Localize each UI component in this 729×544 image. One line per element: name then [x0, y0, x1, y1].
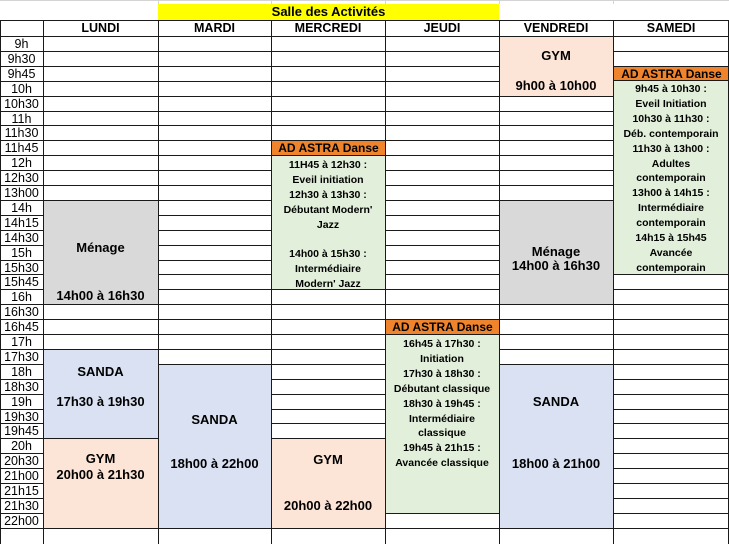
block-text-line: GYM [313, 452, 343, 467]
col-line-4 [385, 20, 386, 544]
day-header-vendredi: VENDREDI [523, 21, 589, 35]
time-label: 9h30 [7, 52, 36, 66]
day-header-mardi: MARDI [194, 21, 235, 35]
time-label: 19h30 [4, 410, 39, 424]
time-label: 15h45 [4, 275, 39, 289]
time-label: 19h [11, 395, 32, 409]
block-text-line: 11H45 à 12h30 : [288, 159, 368, 171]
activity-block-vendredi-sanda [500, 365, 613, 528]
time-label: 22h00 [4, 514, 39, 528]
time-label: 14h15 [4, 216, 39, 230]
time-label: 10h30 [4, 97, 39, 111]
col-line-5 [499, 20, 500, 544]
block-text-line: SANDA [191, 412, 238, 427]
block-text-line: Modern' Jazz [295, 278, 361, 290]
time-label: 11h [11, 112, 32, 126]
time-label: 19h45 [4, 424, 39, 438]
block-text-line: Ménage [531, 244, 581, 259]
time-label: 14h [11, 201, 32, 215]
time-label: 11h30 [4, 126, 39, 140]
block-text-line: 14h00 à 16h30 [511, 258, 601, 273]
block-text-line: 13h00 à 14h15 : [632, 187, 710, 199]
block-text-line: 14h00 à 16h30 [56, 288, 145, 303]
time-label: 21h15 [4, 484, 39, 498]
block-text-line: 20h00 à 22h00 [283, 498, 373, 513]
block-text-line: Ménage [76, 240, 125, 255]
danse-header: AD ASTRA Danse [613, 66, 729, 81]
row-line [0, 304, 729, 305]
row-line [0, 528, 729, 529]
time-label: 9h45 [7, 67, 36, 81]
time-label: 10h [11, 82, 32, 96]
day-header-mercredi: MERCREDI [294, 21, 362, 35]
block-text-line: Adultes [651, 158, 691, 170]
block-text-line: SANDA [77, 364, 124, 379]
block-text-line: SANDA [532, 394, 580, 409]
day-header-jeudi: JEUDI [423, 21, 461, 35]
col-line-2 [158, 20, 159, 544]
day-header-samedi: SAMEDI [646, 21, 696, 35]
block-text-line: 20h00 à 21h30 [56, 467, 145, 482]
block-text-line: 18h30 à 19h45 : [403, 398, 481, 410]
col-line-3 [271, 20, 272, 544]
row-line [0, 334, 729, 335]
grid-top-line-0 [0, 0, 729, 1]
grid-top-vline-4 [613, 0, 614, 4]
time-label: 15h30 [4, 261, 39, 275]
time-label: 21h00 [4, 469, 39, 483]
block-text-line: GYM [541, 48, 571, 63]
block-text-line: Intermédiaire [409, 413, 475, 425]
block-text-line: Débutant Modern' [283, 204, 373, 216]
time-label: 12h30 [4, 171, 39, 185]
block-text-line: Intermédiaire [295, 263, 361, 275]
col-line-1 [43, 20, 44, 544]
grid-top-vline-3 [499, 0, 500, 4]
block-text-line: Eveil Initiation [635, 98, 707, 110]
block-text-line: GYM [85, 451, 116, 466]
block-text-line: 10h30 à 11h30 : [632, 113, 710, 125]
block-text-line: Eveil initiation [292, 174, 364, 186]
block-text-line: 9h00 à 10h00 [515, 78, 597, 93]
block-text-line: Débutant classique [393, 383, 491, 395]
block-text-line: 11h30 à 13h00 : [632, 143, 710, 155]
time-label: 11h45 [4, 141, 39, 155]
block-text-line: Avancée classique [395, 457, 489, 469]
activity-block-mardi-sanda [159, 365, 271, 528]
row-line [0, 36, 729, 37]
row-line [0, 319, 729, 320]
time-label: 12h [11, 156, 32, 170]
row-line [0, 51, 729, 52]
time-label: 18h30 [4, 380, 39, 394]
time-label: 18h [11, 365, 32, 379]
block-text-line: 14h00 à 15h30 : [289, 248, 367, 260]
time-label: 16h45 [4, 320, 39, 334]
time-label: 15h [11, 246, 32, 260]
block-text-line: Jazz [316, 219, 340, 231]
sheet-title: Salle des Activités [158, 4, 499, 20]
time-label: 20h30 [4, 454, 39, 468]
block-text-line: contemporain [636, 172, 706, 184]
block-text-line: 19h45 à 21h15 : [403, 442, 481, 454]
danse-header: AD ASTRA Danse [385, 319, 500, 335]
time-label: 21h30 [4, 499, 39, 513]
block-text-line: 17h30 à 18h30 : [403, 368, 481, 380]
block-text-line: 18h00 à 22h00 [170, 456, 259, 471]
block-text-line: 17h30 à 19h30 [56, 394, 145, 409]
block-text-line: Déb. contemporain [623, 128, 719, 140]
block-text-line: Intermédiaire [638, 202, 704, 214]
block-text-line: 16h45 à 17h30 : [403, 338, 481, 350]
time-label: 13h00 [4, 186, 39, 200]
block-text-line: 18h00 à 21h00 [511, 456, 601, 471]
time-label: 20h [11, 439, 32, 453]
block-text-line: Avancée [649, 247, 693, 259]
time-label: 16h [11, 290, 32, 304]
block-text-line: contemporain [636, 217, 706, 229]
time-label: 14h30 [4, 231, 39, 245]
block-text-line: 14h15 à 15h45 [635, 232, 707, 244]
block-text-line: 12h30 à 13h30 : [289, 189, 367, 201]
time-label: 17h30 [4, 350, 39, 364]
col-line-0 [0, 20, 1, 544]
time-label: 17h [11, 335, 32, 349]
block-text-line: Initiation [420, 353, 464, 365]
block-text-line: 9h45 à 10h30 : [635, 83, 707, 95]
time-label: 9h [14, 37, 29, 51]
day-header-lundi: LUNDI [81, 21, 120, 35]
danse-header: AD ASTRA Danse [271, 140, 386, 156]
time-label: 16h30 [4, 305, 39, 319]
block-text-line: contemporain [636, 262, 706, 274]
block-text-line: classique [418, 427, 466, 439]
col-line-6 [613, 20, 614, 544]
